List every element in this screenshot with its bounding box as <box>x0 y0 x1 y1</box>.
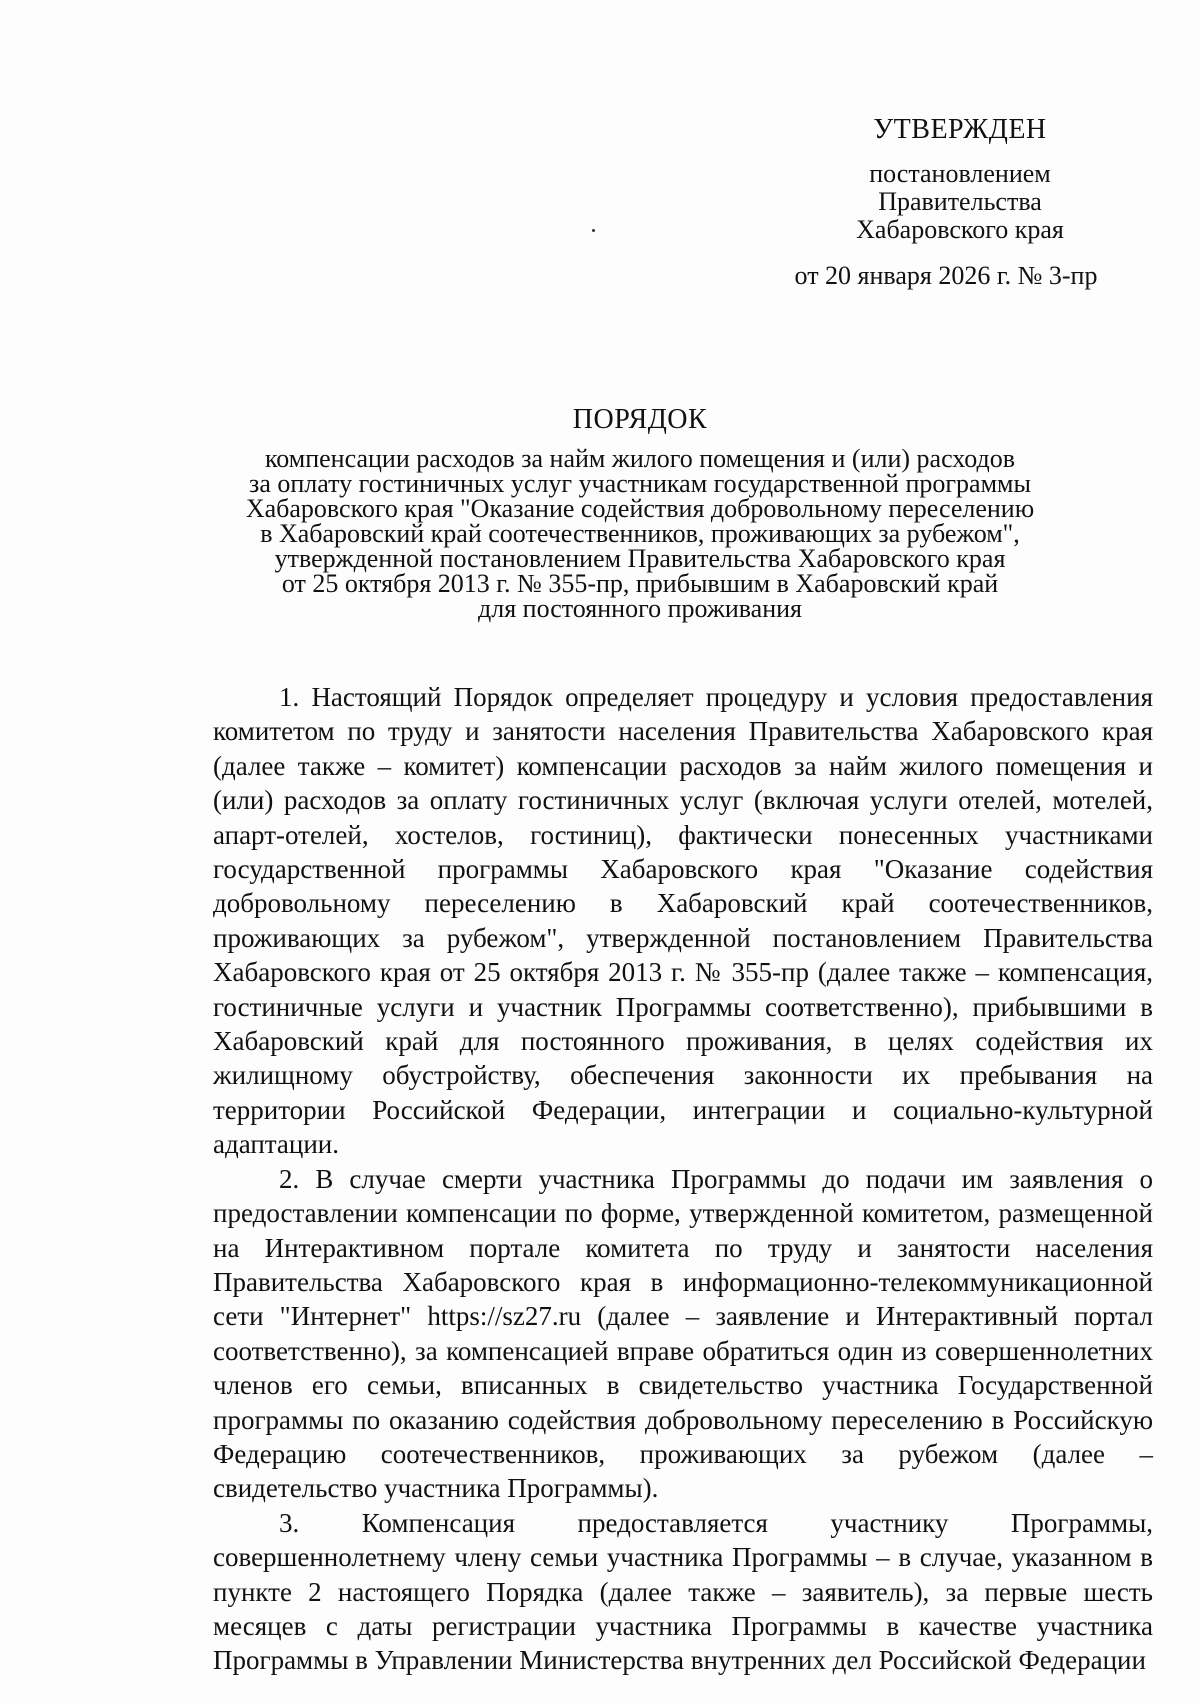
approval-line: Хабаровского края <box>856 215 1064 244</box>
title-line: компенсации расходов за найм жилого помещения и (или) расходов <box>264 444 1016 473</box>
title-line: Хабаровского края "Оказание содействия добровольному переселению <box>245 494 1035 523</box>
paragraph-3: 3. Компенсация предоставляется участнику Программы, совершеннолетнему члену семьи участника Программы – в случае, указанном в пункте 2 настоящего Порядка (далее также – заявитель), за первые шесть месяцев с даты регистрации участника Программы в качестве участника Программы в Управлении Министерства внутренних дел Российской Федерации <box>213 1507 1153 1676</box>
approval-line: Правительства <box>878 187 1042 216</box>
approval-date: от 20 января 2026 г. № 3-пр <box>794 261 1098 290</box>
document-title: ПОРЯДОК <box>572 404 708 435</box>
approval-line: постановлением <box>869 159 1051 188</box>
paragraph-1: 1. Настоящий Порядок определяет процедуру и условия предоставления комитетом по труду и занятости населения Правительства Хабаровского края (далее также – комитет) компенсации расходов за найм жилого помещения и (или) расходов за оплату гостиничных услуг (включая услуги отелей, мотелей, апарт-отелей, хостелов, гостиниц), фактически понесенных участниками государственной программы Хабаровского края "Оказание содействия добровольному переселению в Хабаровский край соотечественников, проживающих за рубежом", утвержденной постановлением Правительства Хабаровского края от 25 октября 2013 г. № 355-пр (далее также – компенсация, гостиничные услуги и участник Программы соответственно), прибывшими в Хабаровский край для постоянного проживания, в целях содействия их жилищному обустройству, обеспечения законности их пребывания на территории Российской Федерации, интеграции и социально-культурной адаптации. <box>213 682 1153 1160</box>
approval-block <box>780 112 1140 292</box>
document-title-block <box>140 402 1140 621</box>
document-body <box>213 680 1153 1678</box>
title-line: за оплату гостиничных услуг участникам государственной программы <box>249 469 1031 498</box>
title-line: для постоянного проживания <box>478 594 802 623</box>
title-line: в Хабаровский край соотечественников, проживающих за рубежом", <box>260 519 1020 548</box>
paragraph-2: 2. В случае смерти участника Программы до подачи им заявления о предоставлении компенсации по форме, утвержденной комитетом, размещенной на Интерактивном портале комитета по труду и занятости населения Правительства Хабаровского края в информационно-телекоммуникационной сети "Интернет" https://sz27.ru (далее – заявление и Интерактивный портал соответственно), за компенсацией вправе обратиться один из совершеннолетних членов его семьи, вписанных в свидетельство участника Государственной программы по оказанию содействия добровольному переселению в Российскую Федерацию соотечественников, проживающих за рубежом (далее – свидетельство участника Программы). <box>213 1163 1153 1504</box>
title-line: от 25 октября 2013 г. № 355-пр, прибывшим в Хабаровский край <box>281 569 999 598</box>
title-line: утвержденной постановлением Правительства Хабаровского края <box>274 544 1006 573</box>
scan-speck <box>592 229 595 232</box>
approval-heading: УТВЕРЖДЕН <box>873 114 1047 145</box>
